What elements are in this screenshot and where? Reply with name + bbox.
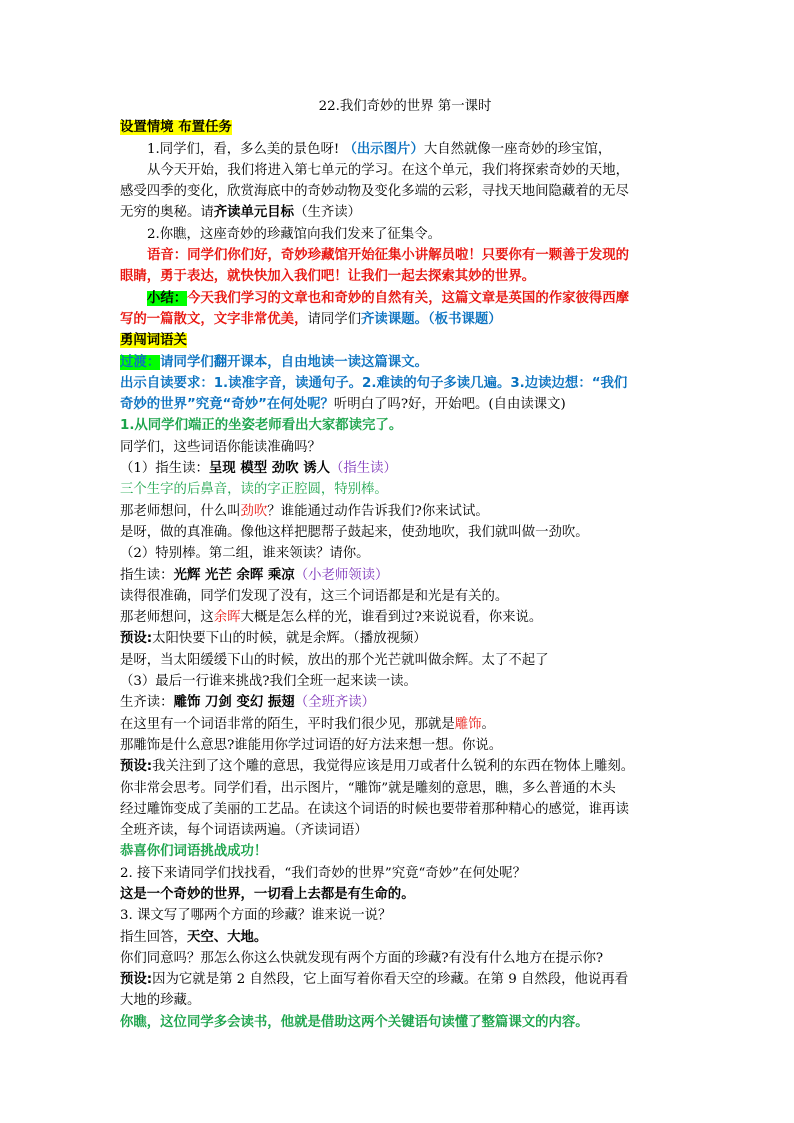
- page-title: 22.我们奇妙的世界 第一课时: [318, 99, 492, 114]
- paragraph: 3. 课文写了哪两个方面的珍藏？谁来说一说？: [120, 908, 392, 924]
- reading-requirements: 出示自读要求：1.读准字音，读通句子。2.难读的句子多读几遍。3.边读边想：“我们: [120, 375, 628, 391]
- paragraph-line: 全班齐读，每个词语读两遍。（齐读词语）: [120, 823, 368, 839]
- paragraph: 那老师想问，这余晖大概是怎么样的光，谁看到过?来说说看，你来说。: [120, 610, 543, 626]
- expected-answer: 预设:太阳快要下山的时候，就是余辉。（播放视频）: [120, 631, 427, 647]
- paragraph: 你瞧，这位同学多会读书，他就是借助这两个关键语句读懂了整篇课文的内容。: [120, 1014, 589, 1030]
- paragraph: 指生回答，天空、大地。: [120, 929, 268, 945]
- expected-answer: 预设:因为它就是第 2 自然段，它上面写着你看天空的珍藏。在第 9 自然段，他说再看: [120, 972, 629, 988]
- reading-requirements-line: 奇妙的世界”究竟“奇妙”在何处呢？听明白了吗?好，开始吧。(自由读课文): [120, 397, 566, 413]
- paragraph: 从今天开始，我们将进入第七单元的学习。在这个单元，我们将探索奇妙的天地，: [147, 162, 630, 178]
- paragraph: 三个生字的后鼻音，读的字正腔圆，特别棒。: [120, 482, 388, 498]
- paragraph: 那老师想问，什么叫劲吹？谁能通过动作告诉我们?你来试试。: [120, 503, 489, 519]
- paragraph: 在这里有一个词语非常的陌生，平时我们很少见，那就是雕饰。: [120, 716, 495, 732]
- summary-line: 写的一篇散文，文字非常优美，请同学们齐读课题。（板书课题）: [120, 311, 502, 327]
- paragraph: 2.你瞧，这座奇妙的珍藏馆向我们发来了征集令。: [147, 226, 441, 242]
- paragraph: 是呀，当太阳缓缓下山的时候，放出的那个光芒就叫做余辉。太了不起了: [120, 652, 549, 668]
- summary-paragraph: 小结：今天我们学习的文章也和奇妙的自然有关，这篇文章是英国的作家彼得西摩: [147, 290, 630, 306]
- paragraph-line: 感受四季的变化，欣赏海底中的奇妙动物及变化多端的云彩，寻找天地间隐藏着的无尽: [120, 184, 629, 200]
- paragraph: 是呀，做的真准确。像他这样把腮帮子鼓起来，使劲地吹，我们就叫做一劲吹。: [120, 524, 589, 540]
- transition-paragraph: 过渡：请同学们翻开课本，自由地读一读这篇课文。: [120, 354, 428, 370]
- section-heading-vocab: 勇闯词语关: [120, 333, 187, 349]
- paragraph: （3）最后一行谁来挑战?我们全班一起来读一读。: [120, 674, 417, 690]
- paragraph: 你们同意吗？那怎么你这么快就发现有两个方面的珍藏?有没有什么地方在提示你?: [120, 950, 604, 966]
- expected-answer: 预设:我关注到了这个雕的意思，我觉得应该是用刀或者什么锐利的东西在物体上雕刻。: [120, 759, 635, 775]
- paragraph: 1.同学们，看，多么美的景色呀! （出示图片）大自然就像一座奇妙的珍宝馆，: [147, 141, 612, 157]
- voice-announcement-line: 眼睛，勇于表达，就快快加入我们吧！让我们一起去探索其妙的世界。: [120, 269, 536, 285]
- lesson-plan-page: [120, 96, 680, 1033]
- paragraph-line: 大地的珍藏。: [120, 993, 201, 1009]
- paragraph: 2. 接下来请同学们找找看，“我们奇妙的世界”究竟“奇妙”在何处呢？: [120, 865, 526, 881]
- word-group-3: 生齐读：雕饰 刀剑 变幻 振翅（全班齐读）: [120, 695, 376, 711]
- section-heading-scene: 设置情境 布置任务: [120, 120, 232, 136]
- paragraph: 读得很准确，同学们发现了没有，这三个词语都是和光是有关的。: [120, 588, 509, 604]
- paragraph-line: 无穷的奥秘。请齐读单元目标（生齐读）: [120, 205, 362, 221]
- summary-tag: 小结：: [147, 290, 188, 306]
- paragraph: （2）特别棒。第二组，谁来领读？请你。: [120, 546, 370, 562]
- word-group-2: 指生读：光辉 光芒 余晖 乘凉（小老师领读）: [120, 567, 389, 583]
- paragraph: 这是一个奇妙的世界，一切看上去都是有生命的。: [120, 886, 415, 902]
- paragraph: 1.从同学们端正的坐姿老师看出大家都读完了。: [120, 418, 403, 434]
- voice-announcement: 语音：同学们你们好，奇妙珍藏馆开始征集小讲解员啦！只要你有一颗善于发现的: [147, 248, 630, 264]
- word-group-1: （1）指生读：呈现 模型 劲吹 诱人（指生读）: [120, 461, 397, 477]
- paragraph: 恭喜你们词语挑战成功！: [120, 844, 268, 860]
- paragraph-line: 经过雕饰变成了美丽的工艺品。在读这个词语的时候也要带着那种精心的感觉，谁再读: [120, 801, 629, 817]
- transition-tag: 过渡：: [120, 354, 161, 370]
- paragraph: 那雕饰是什么意思?谁能用你学过词语的好方法来想一想。你说。: [120, 737, 503, 753]
- paragraph: 同学们，这些词语你能读准确吗？: [120, 439, 321, 455]
- paragraph-line: 你非常会思考。同学们看，出示图片，“雕饰”就是雕刻的意思，瞧，多么普通的木头: [120, 780, 616, 796]
